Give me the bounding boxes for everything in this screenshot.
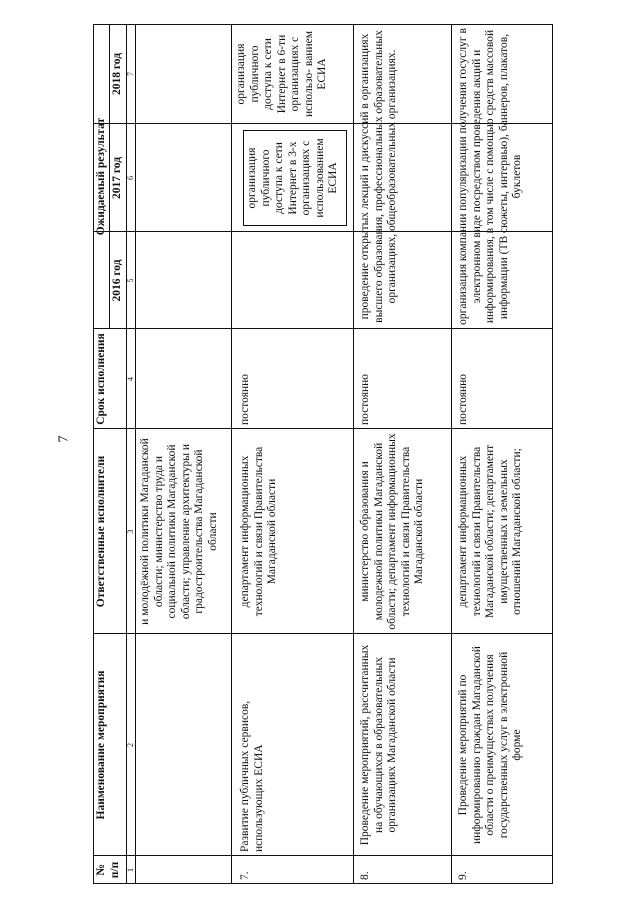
table-cell-2017: организация публичного доступа к сети Интернет в 3-х организациях с использованием ЕСИА bbox=[243, 130, 347, 226]
page-number: 7 bbox=[56, 435, 72, 443]
table-cell-2016 bbox=[237, 232, 353, 329]
col-number: 5 bbox=[126, 278, 135, 283]
table-cell-num: 8. bbox=[359, 871, 371, 880]
table-cell-name: Проведение мероприятий по информированию граждан Магаданской области о преимуществах получения государственных услуг в электронной форме bbox=[457, 646, 523, 844]
table-cell-exec: департамент информационных технологий и связи Правительства Магаданской области bbox=[239, 446, 278, 617]
table-cell-2018: организация публичного доступа к сети Интернет в 6-ти организациях с использо- ванием ЕСИА bbox=[235, 31, 328, 117]
rotated-table bbox=[93, 24, 553, 884]
row-divider bbox=[353, 24, 354, 884]
header-num: № п/п bbox=[95, 861, 121, 879]
header-name: Наименование мероприятия bbox=[95, 670, 107, 820]
header-term: Срок исполнения bbox=[95, 333, 107, 425]
table-cell-exec: департамент информационных технологий и связи Правительства Магаданской области; департамент имущественных и земельных отношений Магаданской области; bbox=[457, 444, 523, 619]
num-row-divider bbox=[135, 24, 136, 884]
header-2017: 2017 год bbox=[111, 156, 123, 200]
col-number: 2 bbox=[126, 743, 135, 747]
col-number: 3 bbox=[126, 529, 135, 534]
table-cell-num: 7. bbox=[239, 871, 251, 880]
table-cell-num: 9. bbox=[457, 871, 469, 880]
col-number: 1 bbox=[126, 868, 135, 872]
col-number: 6 bbox=[126, 176, 135, 180]
table-cell-name: Развитие публичных сервисов, использующих ЕСИА bbox=[239, 700, 265, 852]
col-number: 4 bbox=[126, 377, 135, 381]
table-cell-result: проведение открытых лекций и дискуссий в организациях высшего образования, профессиональных образовательных организациях, общеобразовательных организациях. bbox=[359, 30, 398, 323]
table-cell-exec: и молодёжной политики Магаданской области; министерство труда и социальной политики Магаданской области; управление архитектуры и градостроительства Магаданской области bbox=[139, 438, 219, 625]
header-2018: 2018 год bbox=[111, 52, 123, 96]
table-cell-name: Проведение мероприятий, рассчитанных на обучающихся в образовательных организациях Магаданской области bbox=[359, 644, 398, 846]
header-exec: Ответственные исполнители bbox=[95, 455, 107, 608]
table-cell-term: постоянно bbox=[239, 373, 251, 425]
row-divider bbox=[231, 24, 232, 884]
table-cell-term: постоянно bbox=[359, 373, 371, 425]
header-2016: 2016 год bbox=[111, 259, 123, 302]
table-cell-exec: министерство образования и молодежной политики Магаданской области; департамент информационных технологий и связи Правительства Магаданской области bbox=[359, 433, 425, 630]
col-number: 7 bbox=[126, 72, 135, 76]
row-divider bbox=[451, 24, 452, 884]
table-cell-term: постоянно bbox=[457, 373, 469, 425]
table-cell-result: организация компании популяризации получения госуслуг в электронном виде посредством проведения акций и информирования, в том числе с помощью средств массовой информации (ТВ сюжеты, интервью), баннеров, плакатов, буклетов bbox=[457, 28, 523, 325]
header-result: Ожидаемый результат bbox=[95, 117, 107, 236]
